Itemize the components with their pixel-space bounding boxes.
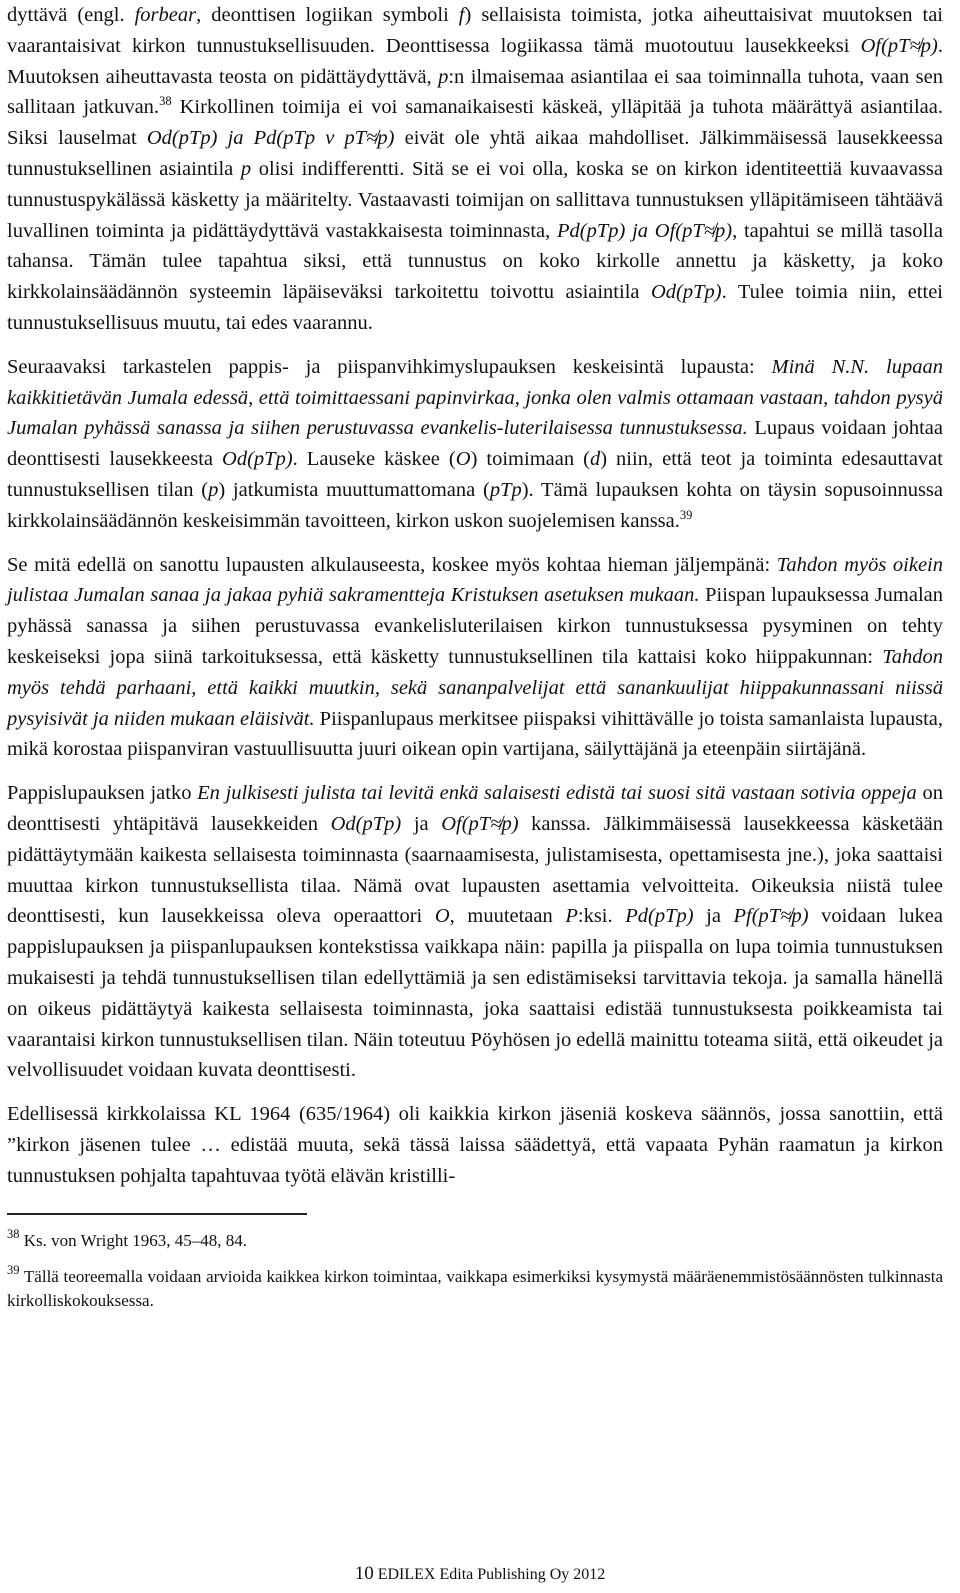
footnote-text: Tällä teoreemalla voidaan arvioida kaikkea kirkon toimintaa, vaikkapa esimerkiksi kysymystä määräenemmistösäännösten tulkinnasta kirkolliskokouksessa. xyxy=(7,1266,943,1310)
footnote-number: 38 xyxy=(7,1226,20,1241)
body-paragraph-3: Se mitä edellä on sanottu lupausten alkulauseesta, koskee myös kohtaa hieman jäljempänä: Tahdon myös oikein julistaa Jumalan sanaa ja jakaa pyhiä sakramentteja Kristuksen asetuksen mukaan. Piispan lupauksessa Jumalan pyhässä sanassa ja siihen perustuvassa evankelisluterilaisen kirkon tunnustuksessa pysyminen on tehty keskeiseksi jopa siinä tarkoituksessa, että käsketty tunnustuksellinen tila kattaisi koko hiippakunnan: Tahdon myös tehdä parhaani, että kaikki muutkin, sekä sananpalvelijat että sanankuulijat hiippakunnassani niissä pysyisivät ja niiden mukaan eläisivät. Piispanlupaus merkitsee piispaksi vihittävälle jo toista samanlaista lupausta, mikä korostaa piispanviran vastuullisuutta juuri oikean opin vartijana, säilyttäjänä ja eteenpäin siirtäjänä. xyxy=(7,553,944,761)
footnote-text: Ks. von Wright 1963, 45–48, 84. xyxy=(23,1230,248,1250)
page-footer xyxy=(0,1563,960,1585)
body-paragraph-5: Edellisessä kirkkolaissa KL 1964 (635/1964) oli kaikkia kirkon jäseniä koskeva säännös, jossa sanottiin, että ”kirkon jäsenen tulee … edistää muuta, sekä tässä laissa säädettyä, että vapaata Pyhän raamatun ja kirkon tunnustuksen pohjalta tapahtuvaa työtä elävän kristilli- xyxy=(7,1103,943,1187)
footnote-divider xyxy=(7,1213,307,1215)
document-page xyxy=(7,0,943,1313)
publisher-name: EDILEX Edita Publishing Oy 2012 xyxy=(377,1566,606,1583)
page-number: 10 xyxy=(354,1563,374,1584)
footnote-number: 39 xyxy=(7,1262,20,1277)
footnote-39 xyxy=(7,1262,943,1313)
footnote-38 xyxy=(7,1226,943,1253)
body-paragraph-2: Seuraavaksi tarkastelen pappis- ja piispanvihkimyslupauksen keskeisintä lupausta: Minä N.N. lupaan kaikkitietävän Jumala edessä, että toimittaessani papinvirkaa, jonka olen valmis ottamaan vastaan, tahdon pysyä Jumalan pyhässä sanassa ja siihen perustuvassa evankelis-luterilaisessa tunnustuksessa. Lupaus voidaan johtaa deonttisesti lausekkeesta Od(pTp). Lauseke käskee (O) toimimaan (d) niin, että teot ja toiminta edesauttavat tunnustuksellisen tilan (p) jatkumista muuttumattomana (pTp). Tämä lupauksen kohta on täysin sopusoinnussa kirkkolainsäädännön keskeisimmän tavoitteen, kirkon uskon suojelemisen kanssa.$^{39}$ xyxy=(7,355,943,532)
body-paragraph-1: dyttävä (engl. forbear, deonttisen logiikan symboli f) sellaisista toimista, jotka aiheuttaisivat muutoksen tai vaarantaisivat kirkon tunnustuksellisuuden. Deonttisessa logiikassa tämä muotoutuu lausekkeeksi Of(pT≉p). Muutoksen aiheuttavasta teosta on pidättäydyttävä, p:n ilmaisemaa asiantilaa ei saa toiminnalla tuhota, vaan sen sallitaan jatkuvan.$^{38}$ Kirkollinen toimija ei voi samanaikaisesti käskeä, ylläpitää ja tuhota määrättyä asiantilaa. Siksi lauselmat Od(pTp) ja Pd(pTp v pT≉p) eivät ole yhtä aikaa mahdolliset. Jälkimmäisessä lausekkeessa tunnustuksellinen asiaintila p olisi indifferentti. Sitä se ei voi olla, koska se on kirkon identiteettiä kuvaavassa tunnustuspykälässä käsketty ja määritelty. Vastaavasti toimijan on sallittava tunnustuksen ylläpitämiseen tähtäävä luvallinen toiminta ja pidättäydyttävä vastakkaisesta toiminnasta, Pd(pTp) ja Of(pT≉p), tapahtui se millä tasolla tahansa. Tämän tulee tapahtua siksi, että tunnustus on koko kirkolle annettu ja käsketty, ja koko kirkkolainsäädännön systeemin läpäiseväksi tarkoitettu toivottu asiaintila Od(pTp). Tulee toimia niin, ettei tunnustuksellisuus muutu, tai edes vaarannu. xyxy=(7,4,943,334)
body-paragraph-4: Pappislupauksen jatko En julkisesti julista tai levitä enkä salaisesti edistä tai suosi sitä vastaan sotivia oppeja on deonttisesti yhtäpitävä lausekkeiden Od(pTp) ja Of(pT≉p) kanssa. Jälkimmäisessä lausekkeessa käsketään pidättäytymään kaikesta sellaisesta toiminnasta (saarnaamisesta, julistamisesta, opettamisesta jne.), joka saattaisi muuttaa kirkon tunnustuksellista tilaa. Nämä ovat lupausten asettamia velvoitteita. Oikeuksia niistä tulee deonttisesti, kun lausekkeissa oleva operaattori O, muutetaan P:ksi. Pd(pTp) ja Pf(pT≉p) voidaan lukea pappislupauksen ja piispanlupauksen kontekstissa vaikkapa näin: papilla ja piispalla on lupa toimia tunnustuksen mukaisesti ja tehdä tunnustuksellisen tilan edellyttämiä ja sen edistämiseksi tarvittavia tekoja. ja samalla hänellä on oikeus pidättäytyä kaikesta sellaisesta toiminnasta, joka saattaisi edistää tunnustuksesta poikkeamista tai vaarantaisi kirkon tunnustuksellisen tilan. Näin toteutuu Pöyhösen jo edellä mainittu toteama siitä, että oikeudet ja velvollisuudet voidaan kuvata deonttisesti. xyxy=(7,782,944,1082)
